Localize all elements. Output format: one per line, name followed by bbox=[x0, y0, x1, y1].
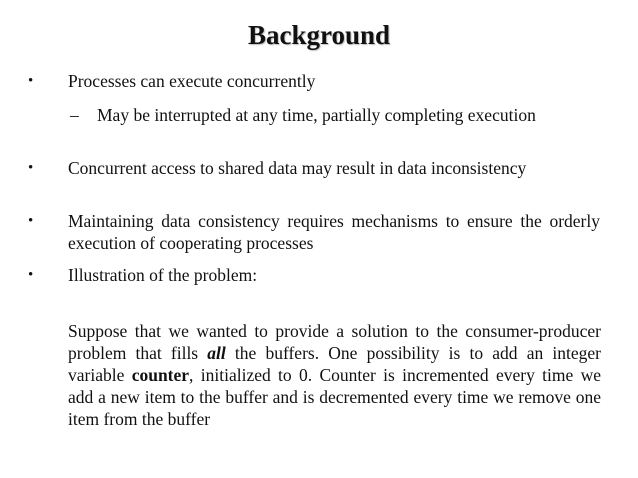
sub-bullet-marker: – bbox=[70, 105, 79, 125]
bullet-text: Processes can execute concurrently bbox=[68, 71, 316, 91]
illustration-paragraph bbox=[68, 320, 601, 430]
bullet-text: Concurrent access to shared data may result in data inconsistency bbox=[68, 158, 527, 178]
paragraph-text: the buffers. One possibility is to add an integer variable bbox=[68, 343, 601, 385]
paragraph-keyword: counter bbox=[131, 365, 190, 385]
bullet-marker: • bbox=[28, 73, 34, 89]
slide-title: Background bbox=[247, 20, 391, 50]
paragraph-emphasis: all bbox=[207, 343, 226, 363]
sub-bullet-text: May be interrupted at any time, partially completing execution bbox=[97, 105, 536, 125]
bullet-text: Maintaining data consistency requires mechanisms to ensure the orderly execution of cooperating processes bbox=[68, 211, 600, 253]
paragraph-text: , initialized to 0. Counter is incremented every time we add a new item to the buffer and is decremented every time we remove one item from the buffer bbox=[68, 365, 601, 429]
bullet-marker: • bbox=[28, 160, 34, 176]
bullet-marker: • bbox=[28, 267, 34, 283]
paragraph-text: Suppose that we wanted to provide a solution to the consumer-producer problem that fills bbox=[68, 321, 601, 363]
bullet-text: Illustration of the problem: bbox=[68, 265, 258, 285]
bullet-marker: • bbox=[28, 213, 34, 229]
